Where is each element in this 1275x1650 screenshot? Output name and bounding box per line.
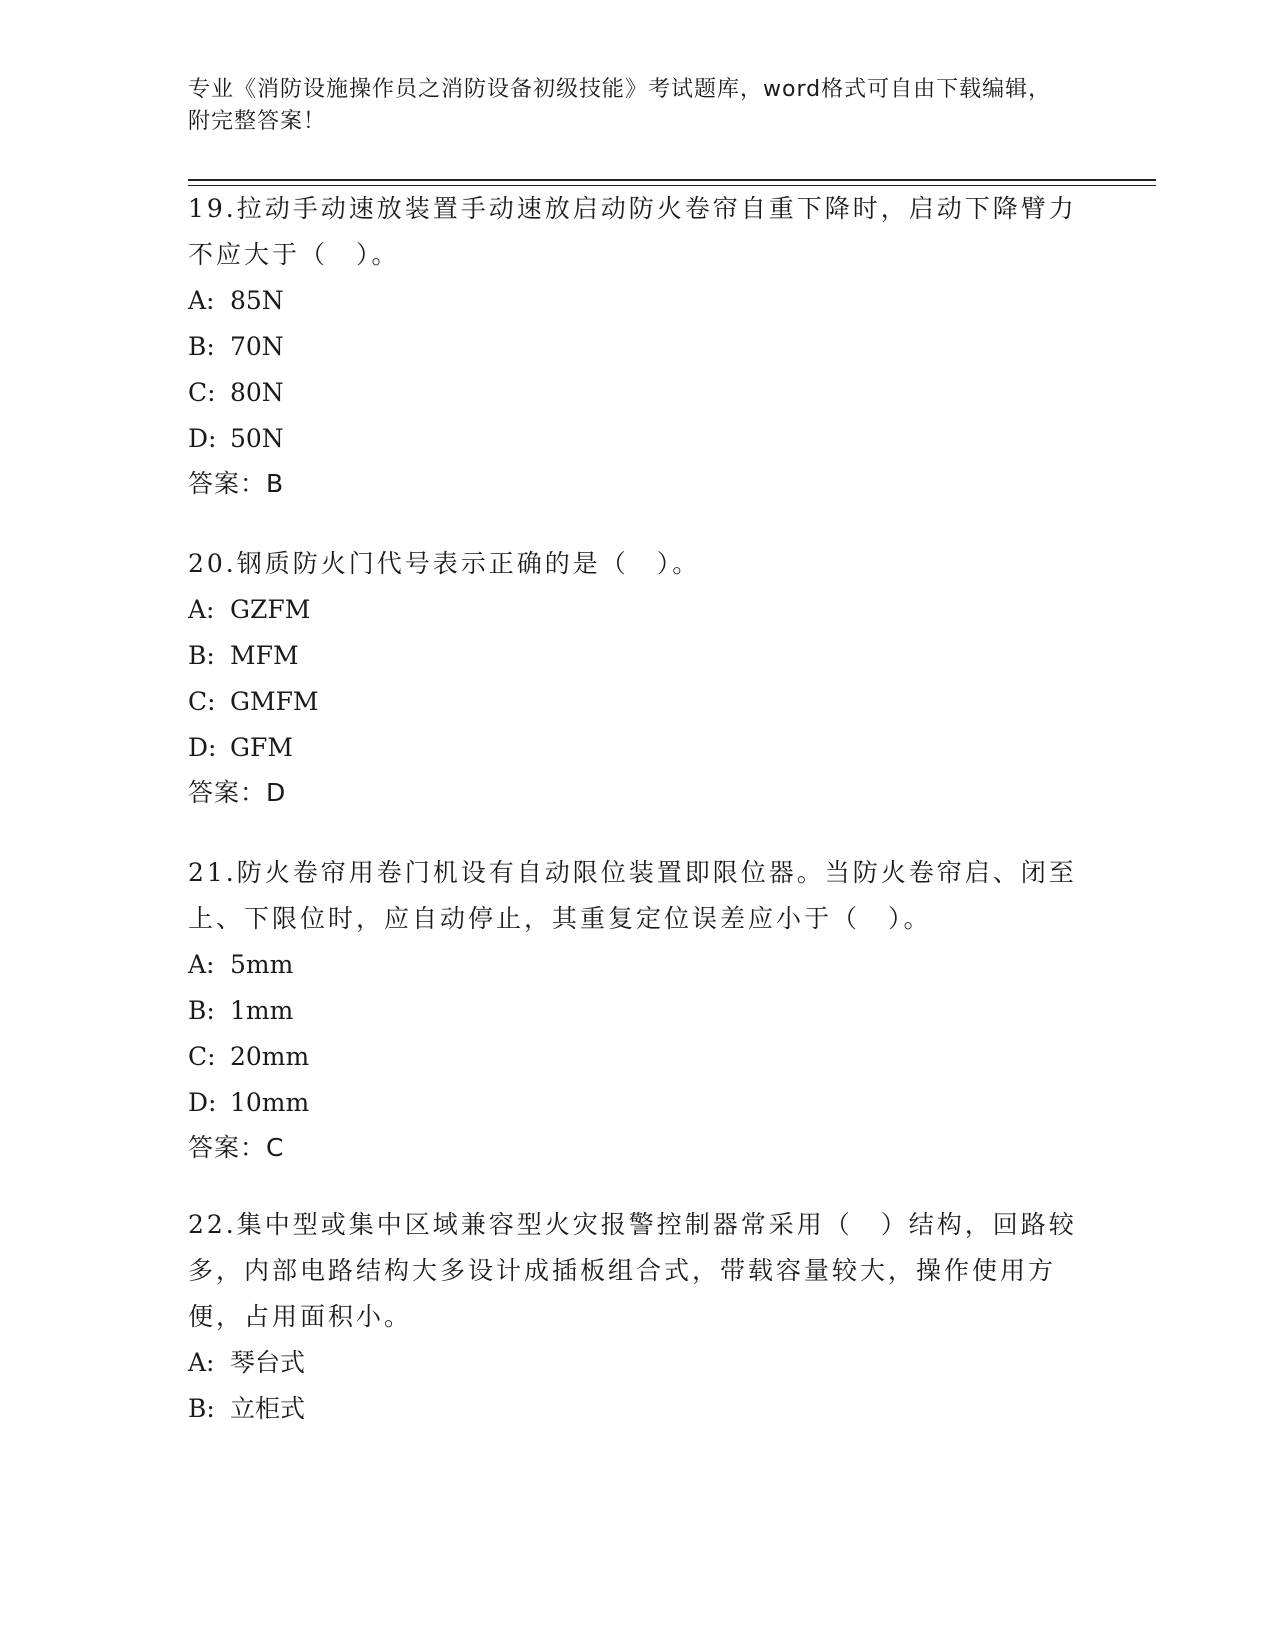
option-text: 85N (230, 286, 284, 315)
option-a (188, 942, 1078, 988)
option-text: MFM (230, 641, 299, 670)
option-letter: A: (188, 595, 215, 624)
option-letter: A: (188, 950, 215, 979)
option-text: 立柜式 (230, 1394, 306, 1423)
option-c (188, 370, 1078, 416)
answer: 答案：B (188, 469, 285, 498)
answer: 答案：D (188, 778, 287, 807)
option-text: 10mm (230, 1088, 310, 1117)
option-c (188, 1034, 1078, 1080)
option-letter: B: (188, 332, 215, 361)
option-letter: A: (188, 1348, 215, 1377)
option-letter: D: (188, 424, 217, 453)
option-letter: B: (188, 1394, 215, 1423)
question-21 (188, 850, 1078, 1170)
option-text: GMFM (230, 687, 319, 716)
question-text: 19.拉动手动速放装置手动速放启动防火卷帘自重下降时，启动下降臂力不应大于（ ）。 (188, 194, 1077, 269)
option-d (188, 1080, 1078, 1126)
question-text: 20.钢质防火门代号表示正确的是（ ）。 (188, 549, 701, 578)
option-letter: B: (188, 996, 215, 1025)
option-text: GFM (230, 733, 293, 762)
option-letter: D: (188, 1088, 217, 1117)
option-letter: C: (188, 687, 216, 716)
document-header: 专业《消防设施操作员之消防设备初级技能》考试题库，word格式可自由下载编辑，附完整答案！ (188, 77, 1052, 134)
option-a (188, 587, 1078, 633)
question-text: 22.集中型或集中区域兼容型火灾报警控制器常采用（ ）结构，回路较多，内部电路结构大多设计成插板组合式，带载容量较大，操作使用方便，占用面积小。 (188, 1210, 1077, 1331)
option-text: 5mm (230, 950, 294, 979)
header-divider (188, 179, 1156, 181)
option-a (188, 1340, 1078, 1386)
question-20 (188, 541, 1078, 815)
option-b (188, 324, 1078, 370)
option-b (188, 1386, 1078, 1432)
option-letter: A: (188, 286, 215, 315)
option-text: 20mm (230, 1042, 310, 1071)
option-d (188, 416, 1078, 462)
question-19 (188, 186, 1078, 506)
question-22 (188, 1202, 1078, 1432)
option-text: 琴台式 (230, 1348, 306, 1377)
option-letter: C: (188, 1042, 216, 1071)
option-b (188, 633, 1078, 679)
question-text: 21.防火卷帘用卷门机设有自动限位装置即限位器。当防火卷帘启、闭至上、下限位时，应自动停止，其重复定位误差应小于（ ）。 (188, 858, 1077, 933)
option-text: 70N (230, 332, 284, 361)
answer: 答案：C (188, 1133, 285, 1162)
option-a (188, 278, 1078, 324)
option-letter: B: (188, 641, 215, 670)
option-text: GZFM (230, 595, 311, 624)
option-b (188, 988, 1078, 1034)
option-text: 50N (230, 424, 284, 453)
option-c (188, 679, 1078, 725)
option-d (188, 725, 1078, 771)
option-text: 1mm (230, 996, 294, 1025)
option-letter: C: (188, 378, 216, 407)
option-letter: D: (188, 733, 217, 762)
option-text: 80N (230, 378, 284, 407)
